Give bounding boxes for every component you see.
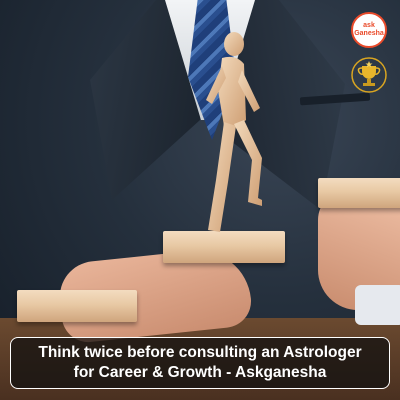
trophy-icon [351, 57, 387, 93]
askganesha-logo [351, 12, 387, 48]
caption-line-2: for Career & Growth - Askganesha [73, 364, 327, 381]
caption-line-1: Think twice before consulting an Astrologer [38, 344, 362, 361]
logo-text-bottom: Ganesha [354, 30, 384, 37]
wood-block-low [17, 290, 137, 322]
logo-text-top: ask [363, 22, 375, 29]
wooden-figure-icon [188, 30, 268, 235]
wood-block-middle [163, 231, 285, 263]
wood-block-high [318, 178, 400, 208]
shirt-cuff [355, 285, 400, 325]
caption-banner [10, 337, 390, 389]
